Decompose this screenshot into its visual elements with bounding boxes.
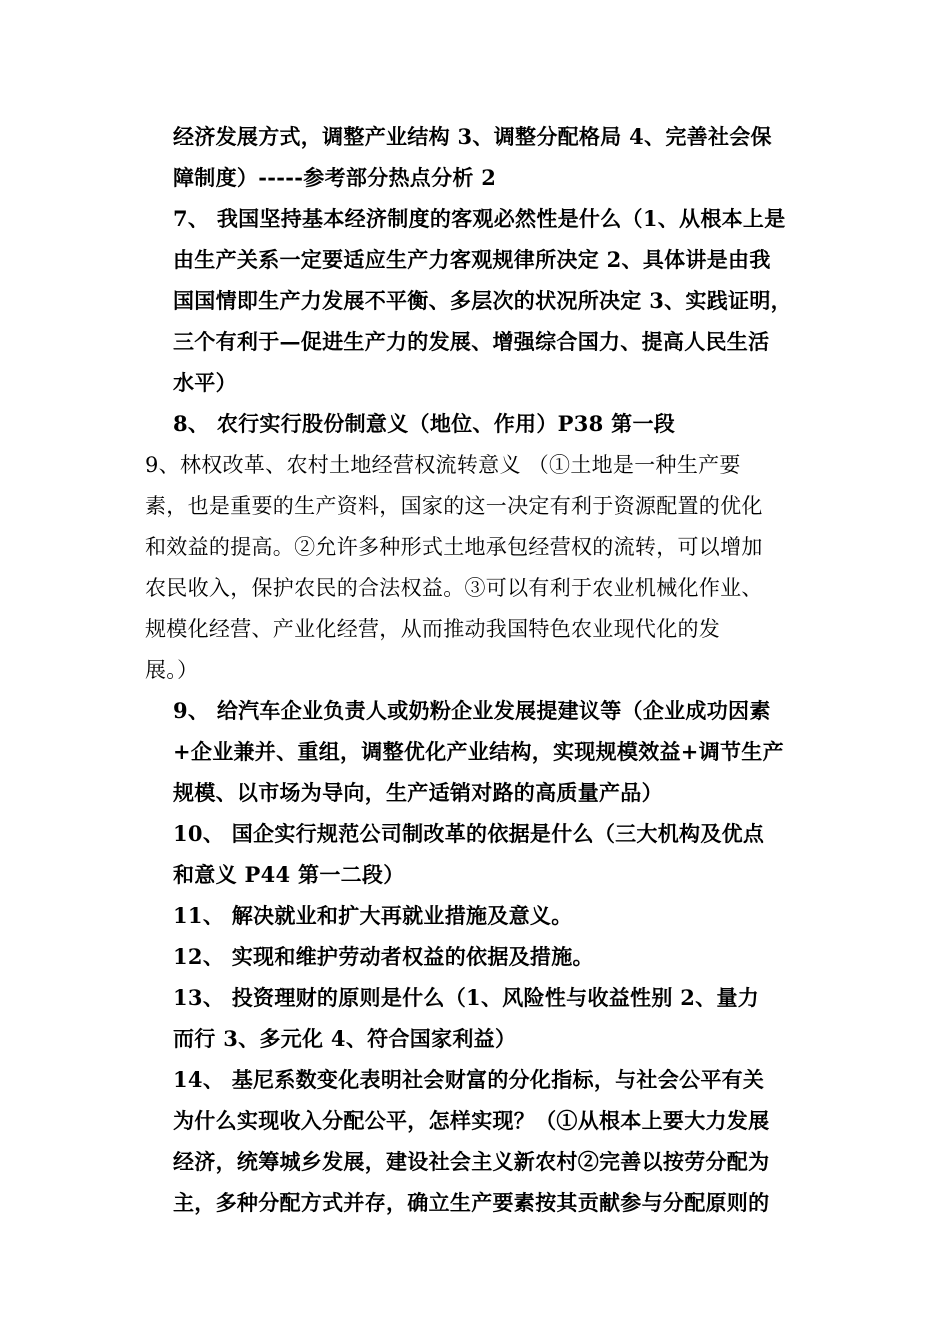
- text-line: 11、 解决就业和扩大再就业措施及意义。: [173, 903, 573, 928]
- text-line: 展。）: [145, 658, 199, 682]
- text-line: 水平）: [173, 370, 237, 395]
- text-line: 9、 给汽车企业负责人或奶粉企业发展提建议等（企业成功因素: [173, 698, 771, 723]
- text-line: 13、 投资理财的原则是什么（1、风险性与收益性别 2、量力: [173, 985, 760, 1010]
- text-line: 10、 国企实行规范公司制改革的依据是什么（三大机构及优点: [173, 821, 765, 846]
- text-line: 规模、以市场为导向，生产适销对路的高质量产品）: [173, 780, 663, 805]
- text-line: 由生产关系一定要适应生产力客观规律所决定 2、具体讲是由我: [173, 247, 771, 272]
- text-line: 规模化经营、产业化经营，从而推动我国特色农业现代化的发: [145, 617, 721, 641]
- text-line: 主，多种分配方式并存，确立生产要素按其贡献参与分配原则的: [173, 1190, 770, 1215]
- text-line: 农民收入，保护农民的合法权益。③可以有利于农业机械化作业、: [145, 576, 763, 600]
- text-line: 障制度）-----参考部分热点分析 2: [173, 165, 497, 190]
- text-line: 三个有利于—促进生产力的发展、增强综合国力、提高人民生活: [173, 329, 770, 354]
- text-line: 7、 我国坚持基本经济制度的客观必然性是什么（1、从根本上是: [173, 206, 786, 231]
- text-line: 经济，统筹城乡发展，建设社会主义新农村②完善以按劳分配为: [173, 1149, 770, 1174]
- text-line: 9、林权改革、农村土地经营权流转意义 （①土地是一种生产要: [145, 453, 741, 477]
- text-line: 和效益的提高。②允许多种形式土地承包经营权的流转，可以增加: [145, 535, 763, 559]
- text-line: 8、 农行实行股份制意义（地位、作用）P38 第一段: [173, 411, 676, 436]
- text-line: 而行 3、多元化 4、符合国家利益）: [173, 1026, 517, 1051]
- text-line: 和意义 P44 第一二段）: [173, 862, 405, 887]
- text-line: +企业兼并、重组，调整优化产业结构，实现规模效益+调节生产: [173, 739, 784, 764]
- text-line: 经济发展方式，调整产业结构 3、调整分配格局 4、完善社会保: [173, 124, 772, 149]
- text-line: 素，也是重要的生产资料，国家的这一决定有利于资源配置的优化: [145, 494, 763, 518]
- text-line: 为什么实现收入分配公平，怎样实现？（①从根本上要大力发展: [173, 1108, 770, 1133]
- text-line: 14、 基尼系数变化表明社会财富的分化指标，与社会公平有关: [173, 1067, 765, 1092]
- text-line: 12、 实现和维护劳动者权益的依据及措施。: [173, 944, 594, 969]
- text-line: 国国情即生产力发展不平衡、多层次的状况所决定 3、实践证明，: [173, 288, 792, 313]
